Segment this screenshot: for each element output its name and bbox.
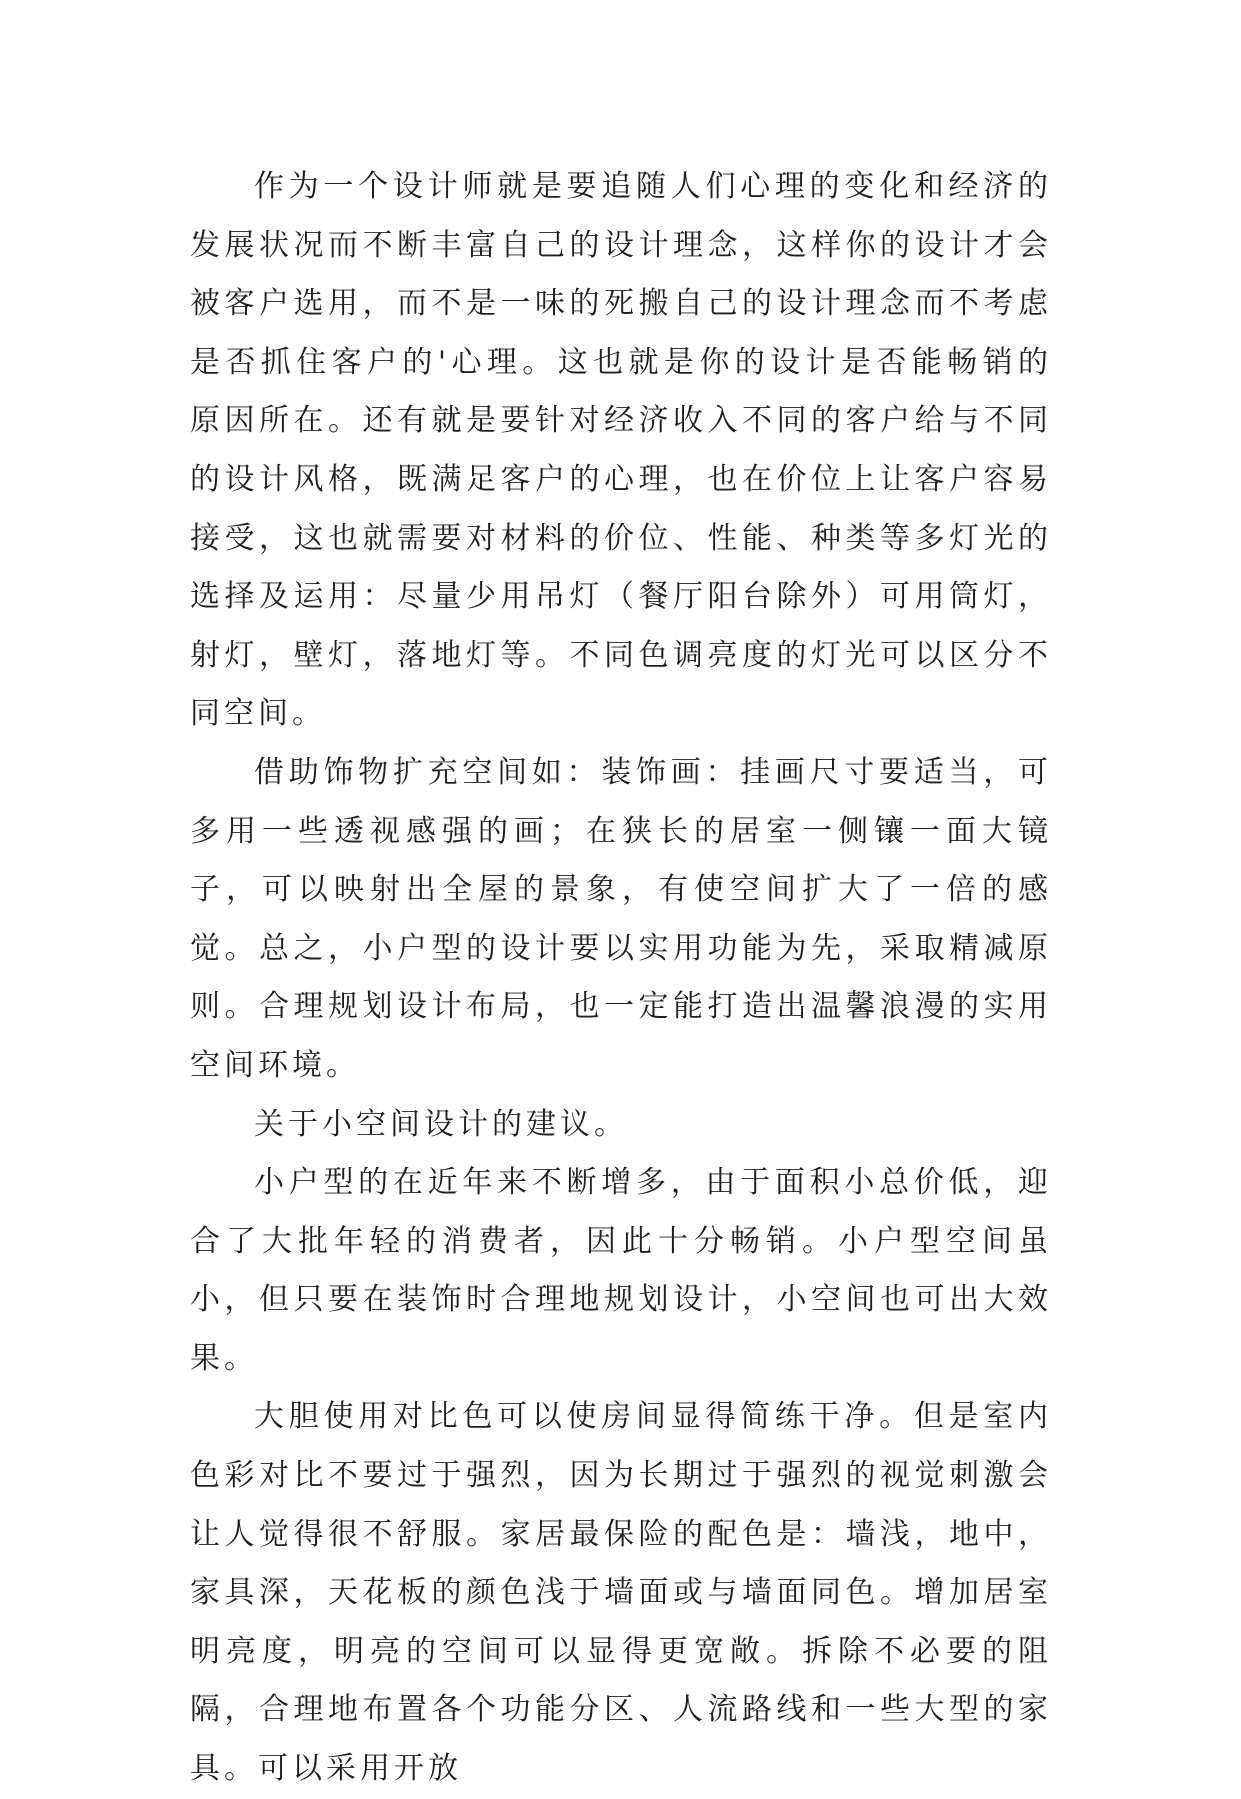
paragraph: 关于小空间设计的建议。 (254, 1106, 628, 1142)
paragraph: 作为一个设计师就是要追随人们心理的变化和经济的发展状况而不断丰富自己的设计理念，这样你的设计才会被客户选用，而不是一味的死搬自己的设计理念而不考虑是否抓住客户的'心理。这也就是你的设计是否能畅销的原因所在。还有就是要针对经济收入不同的客户给与不同的设计风格，既满足客户的心理，也在价位上让客户容易接受，这也就需要对材料的价位、性能、种类等多灯光的选择及运用：尽量少用吊灯（餐厅阳台除外）可用筒灯，射灯，壁灯，落地灯等。不同色调亮度的灯光可以区分不同空间。 (190, 169, 1052, 732)
paragraph: 小户型的在近年来不断增多，由于面积小总价低，迎合了大批年轻的消费者，因此十分畅销。小户型空间虽小，但只要在装饰时合理地规划设计，小空间也可出大效果。 (190, 1165, 1052, 1376)
paragraph: 借助饰物扩充空间如：装饰画：挂画尺寸要适当，可多用一些透视感强的画；在狭长的居室一侧镶一面大镜子，可以映射出全屋的景象，有使空间扩大了一倍的感觉。总之，小户型的设计要以实用功能为先，采取精减原则。合理规划设计布局，也一定能打造出温馨浪漫的实用空间环境。 (190, 754, 1052, 1083)
paragraph: 大胆使用对比色可以使房间显得简练干净。但是室内色彩对比不要过于强烈，因为长期过于强烈的视觉刺激会让人觉得很不舒服。家居最保险的配色是：墙浅，地中，家具深，天花板的颜色浅于墙面或与墙面同色。增加居室明亮度，明亮的空间可以显得更宽敞。拆除不必要的阻隔，合理地布置各个功能分区、人流路线和一些大型的家具。可以采用开放 (190, 1399, 1052, 1787)
document-body (190, 158, 1052, 1799)
